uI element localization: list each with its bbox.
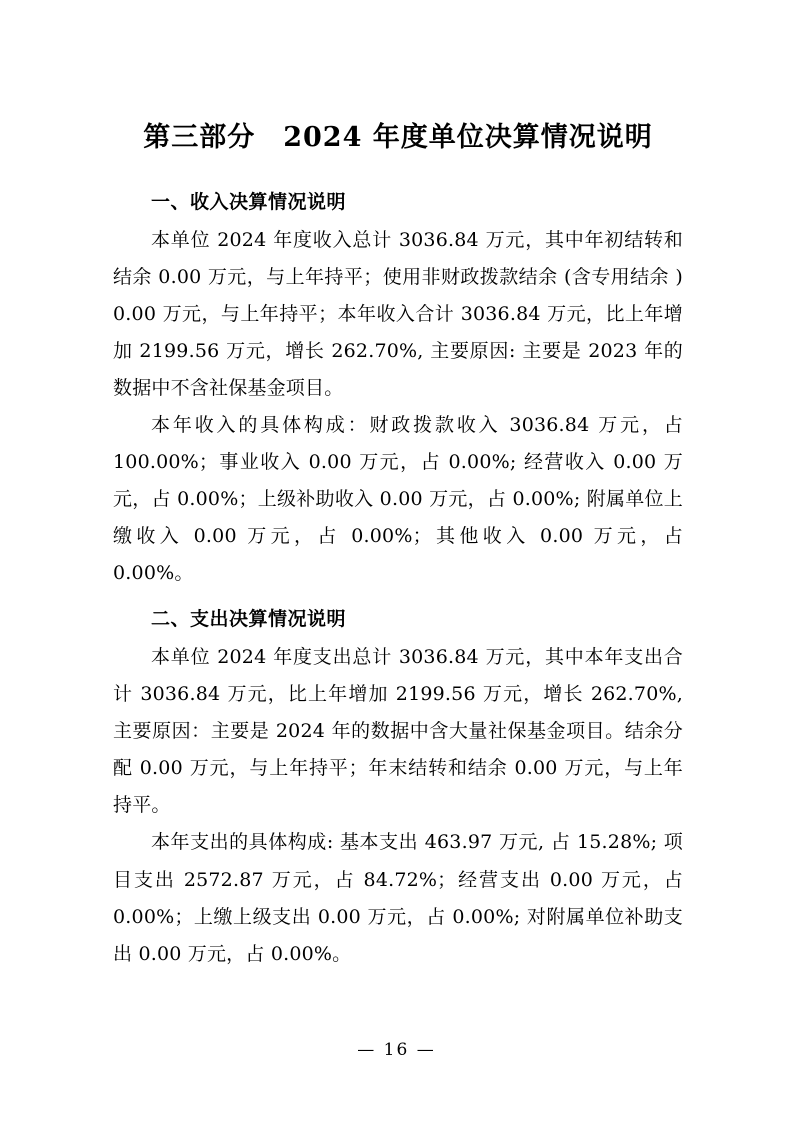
page-content xyxy=(113,118,683,973)
paragraph-expenditure-total: 本单位 2024 年度支出总计 3036.84 万元，其中本年支出合计 3036.84 万元，比上年增加 2199.56 万元，增长 262.70%, 主要原因：主要是 2024 年的数据中含大量社保基金项目。结余分配 0.00 万元，与上年持平；年末结转和结余 0.00 万元，与上年持平。 xyxy=(113,646,683,817)
section-heading-expenditure: 二、支出决算情况说明 xyxy=(151,608,347,631)
paragraph-expenditure-composition: 本年支出的具体构成: 基本支出 463.97 万元, 占 15.28%; 项目支出 2572.87 万元，占 84.72%；经营支出 0.00 万元，占 0.00%；上缴上级支出 0.00 万元，占 0.00%; 对附属单位补助支出 0.00 万元，占 0.00%。 xyxy=(113,831,683,965)
paragraph-income-total: 本单位 2024 年度收入总计 3036.84 万元，其中年初结转和结余 0.00 万元，与上年持平；使用非财政拨款结余 (含专用结余 ) 0.00 万元，与上年持平；本年收入合计 3036.84 万元，比上年增加 2199.56 万元，增长 262.70%, 主要原因: 主要是 2023 年的数据中不含社保基金项目。 xyxy=(113,228,683,399)
page-number: — 16 — xyxy=(357,1040,436,1060)
paragraph-income-composition: 本年收入的具体构成：财政拨款收入 3036.84 万元，占 100.00%；事业收入 0.00 万元，占 0.00%; 经营收入 0.00 万元，占 0.00%；上级补助收入 0.00 万元，占 0.00%; 附属单位上缴收入 0.00 万元，占 0.00%；其他收入 0.00 万元，占 0.00%。 xyxy=(113,413,683,585)
section-heading-income: 一、收入决算情况说明 xyxy=(151,190,347,213)
page-title: 第三部分 2024 年度单位决算情况说明 xyxy=(143,122,653,153)
